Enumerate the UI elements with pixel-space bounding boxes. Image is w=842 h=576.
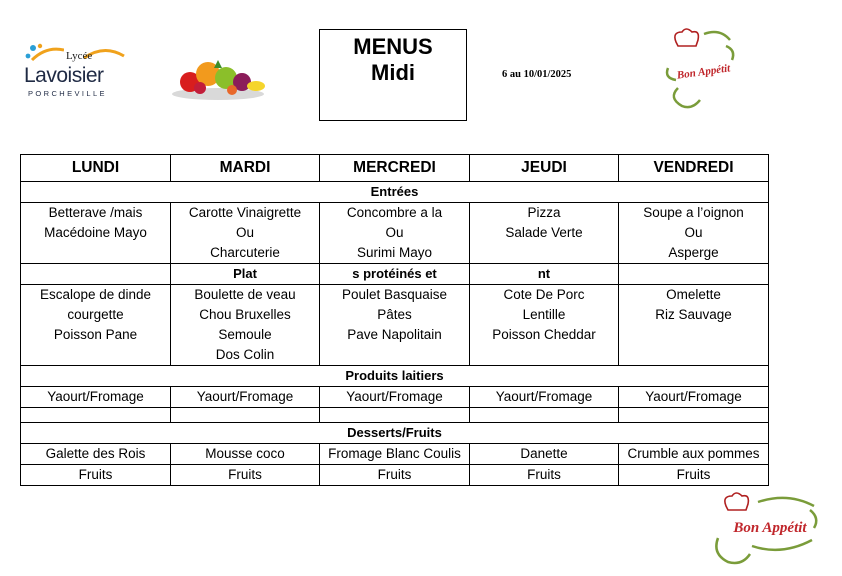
table-row xyxy=(21,387,769,408)
day-header: VENDREDI xyxy=(619,155,769,182)
section-laitiers: Produits laitiers xyxy=(21,366,769,387)
menu-cell: Cote De Porc xyxy=(470,285,619,306)
menu-cell xyxy=(470,408,619,423)
logo-swoosh-icon xyxy=(24,42,64,64)
menu-cell: Fruits xyxy=(470,465,619,486)
section-entrees: Entrées xyxy=(21,182,769,203)
table-row xyxy=(21,243,769,264)
menu-cell xyxy=(171,408,320,423)
section-plat-cell xyxy=(619,264,769,285)
table-row xyxy=(21,305,769,325)
svg-text:Bon Appétit: Bon Appétit xyxy=(733,520,807,536)
day-header: MERCREDI xyxy=(320,155,470,182)
section-row-plat xyxy=(21,264,769,285)
menu-cell: Lentille xyxy=(470,305,619,325)
menu-cell: Betterave /mais xyxy=(21,203,171,224)
svg-text:Bon Appétit: Bon Appétit xyxy=(676,62,731,82)
menu-cell: Pizza xyxy=(470,203,619,224)
menu-cell: Carotte Vinaigrette xyxy=(171,203,320,224)
menu-cell xyxy=(619,408,769,423)
table-row xyxy=(21,325,769,345)
menu-cell: Escalope de dinde xyxy=(21,285,171,306)
title-midi: Midi xyxy=(371,60,415,85)
menu-cell: Fruits xyxy=(320,465,470,486)
menu-cell: Salade Verte xyxy=(470,223,619,243)
menu-cell: Pâtes xyxy=(320,305,470,325)
bon-appetit-logo-icon xyxy=(712,490,824,570)
menu-cell: Ou xyxy=(171,223,320,243)
menu-table xyxy=(20,154,769,486)
table-row xyxy=(21,345,769,366)
days-header-row xyxy=(21,155,769,182)
table-row xyxy=(21,203,769,224)
menu-cell: Dos Colin xyxy=(171,345,320,366)
menu-cell xyxy=(320,408,470,423)
logo-name: Lavoisier xyxy=(24,64,104,87)
menu-cell: Ou xyxy=(320,223,470,243)
table-row xyxy=(21,444,769,465)
menu-cell: Asperge xyxy=(619,243,769,264)
menu-cell: Soupe a l’oignon xyxy=(619,203,769,224)
menu-cell: Yaourt/Fromage xyxy=(470,387,619,408)
title-menus: MENUS xyxy=(353,34,433,59)
menu-cell: Danette xyxy=(470,444,619,465)
menu-cell: Pave Napolitain xyxy=(320,325,470,345)
logo-city: PORCHEVILLE xyxy=(28,89,107,98)
section-plat-cell: Plat xyxy=(171,264,320,285)
menu-cell: Yaourt/Fromage xyxy=(320,387,470,408)
section-row-entrees xyxy=(21,182,769,203)
menu-cell xyxy=(21,345,171,366)
menu-cell: Crumble aux pommes xyxy=(619,444,769,465)
table-row xyxy=(21,465,769,486)
day-header: LUNDI xyxy=(21,155,171,182)
menu-cell: Fruits xyxy=(171,465,320,486)
menu-cell: Poulet Basquaise xyxy=(320,285,470,306)
menu-cell: Yaourt/Fromage xyxy=(619,387,769,408)
section-row-desserts xyxy=(21,423,769,444)
menu-cell xyxy=(21,243,171,264)
menu-cell: Charcuterie xyxy=(171,243,320,264)
day-header: MARDI xyxy=(171,155,320,182)
section-plat-cell xyxy=(21,264,171,285)
bon-appetit-logo-icon xyxy=(664,28,744,112)
menu-cell: Boulette de veau xyxy=(171,285,320,306)
menu-cell: Yaourt/Fromage xyxy=(21,387,171,408)
section-row-laitiers xyxy=(21,366,769,387)
menu-cell: Concombre a la xyxy=(320,203,470,224)
menu-cell: Mousse coco xyxy=(171,444,320,465)
menu-cell xyxy=(619,325,769,345)
menu-cell: courgette xyxy=(21,305,171,325)
menu-cell: Ou xyxy=(619,223,769,243)
menu-cell xyxy=(470,243,619,264)
menu-title-box xyxy=(319,29,467,121)
school-logo xyxy=(22,42,127,100)
logo-lycee: Lycée xyxy=(66,50,93,62)
day-header: JEUDI xyxy=(470,155,619,182)
date-range: 6 au 10/01/2025 xyxy=(502,69,572,80)
menu-cell xyxy=(21,408,171,423)
menu-cell xyxy=(320,345,470,366)
menu-cell: Semoule xyxy=(171,325,320,345)
menu-cell: Chou Bruxelles xyxy=(171,305,320,325)
section-desserts: Desserts/Fruits xyxy=(21,423,769,444)
menu-cell xyxy=(470,345,619,366)
table-row xyxy=(21,223,769,243)
menu-cell: Fruits xyxy=(619,465,769,486)
menu-cell: Fromage Blanc Coulis xyxy=(320,444,470,465)
table-row xyxy=(21,285,769,306)
menu-cell: Riz Sauvage xyxy=(619,305,769,325)
menu-cell: Omelette xyxy=(619,285,769,306)
menu-cell: Fruits xyxy=(21,465,171,486)
menu-cell: Yaourt/Fromage xyxy=(171,387,320,408)
section-plat-cell: nt xyxy=(470,264,619,285)
table-row-empty xyxy=(21,408,769,423)
menu-cell: Poisson Pane xyxy=(21,325,171,345)
section-plat-cell: s protéinés et xyxy=(320,264,470,285)
menu-cell xyxy=(619,345,769,366)
menu-cell: Galette des Rois xyxy=(21,444,171,465)
menu-cell: Poisson Cheddar xyxy=(470,325,619,345)
fruit-basket-icon xyxy=(168,52,268,102)
menu-cell: Macédoine Mayo xyxy=(21,223,171,243)
menu-cell: Surimi Mayo xyxy=(320,243,470,264)
